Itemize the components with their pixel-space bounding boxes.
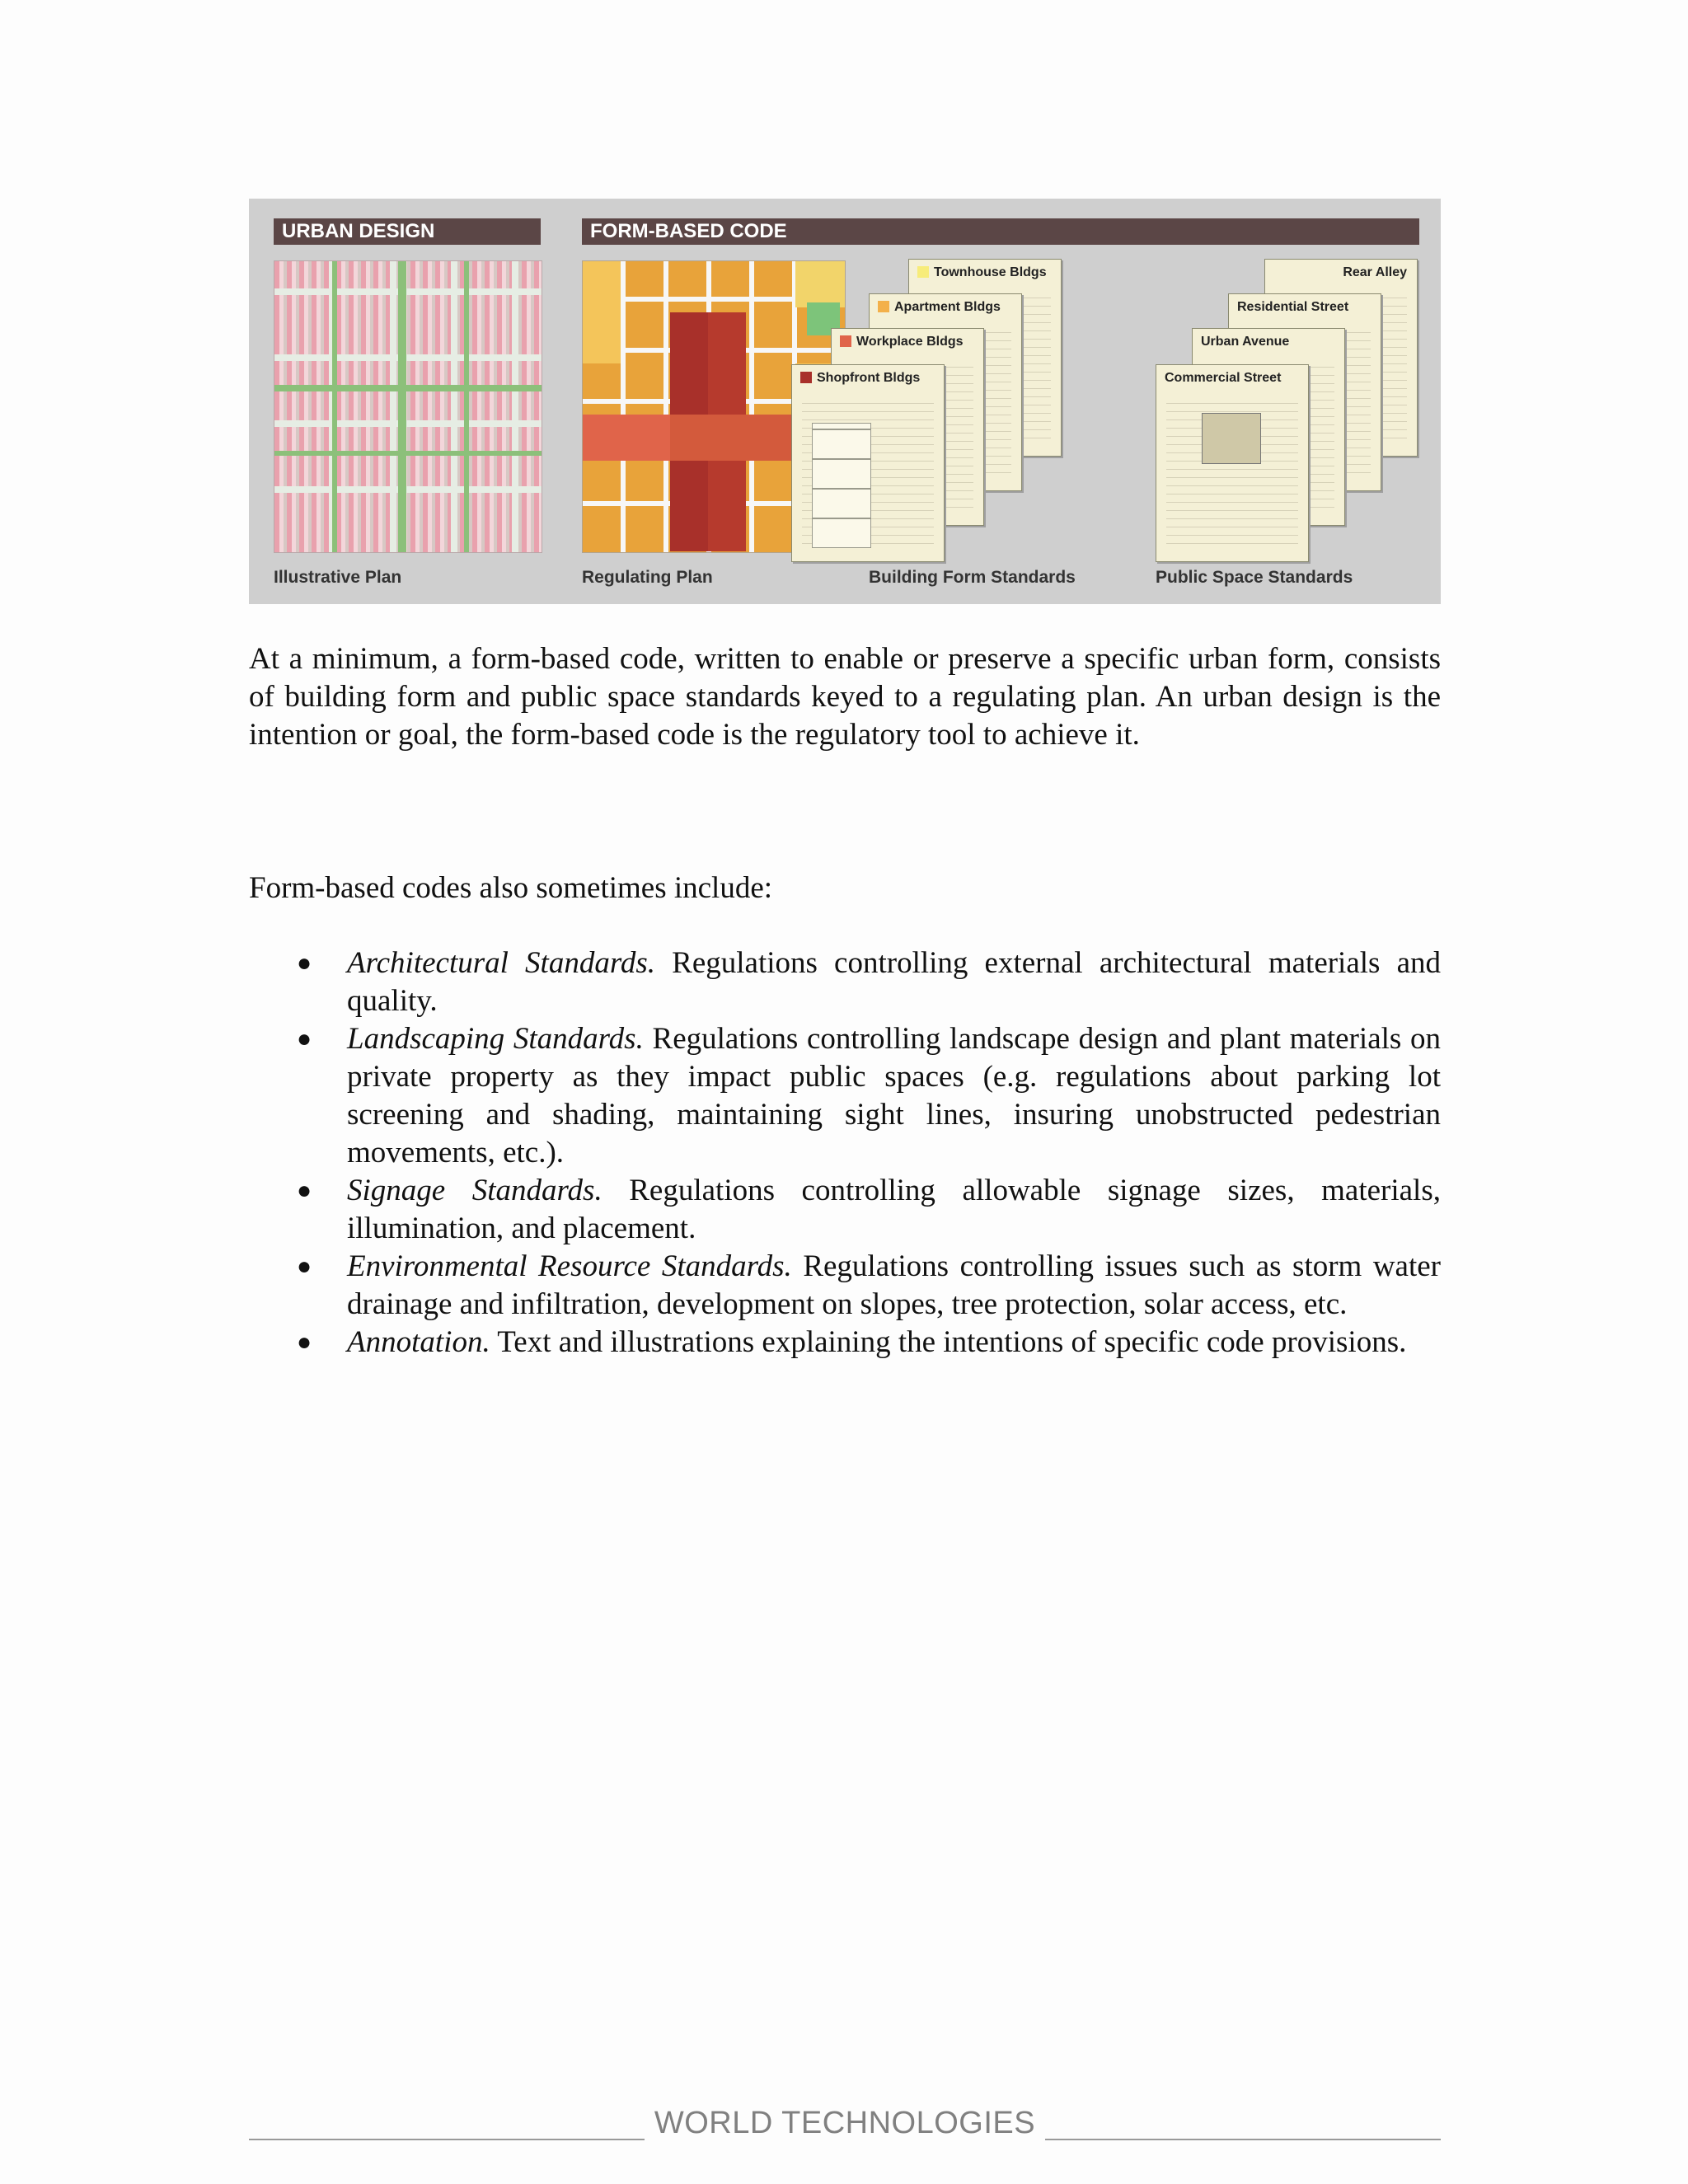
shopfront-swatch-icon — [800, 372, 812, 383]
list-item: ● Signage Standards. Regulations controlling allowable signage sizes, materials, illumination, and placement. — [297, 1174, 1441, 1245]
bullet-icon: ● — [297, 1025, 312, 1052]
list-item: ● Landscaping Standards. Regulations controlling landscape design and plant materials on private property as they impact public spaces (e.g. regulations about parking lot screening and shading, maintaining sight lines, insuring unobstructed pedestrian movements, etc.). — [297, 1022, 1441, 1169]
rear-alley-sheet: Rear Alley — [1264, 259, 1418, 457]
public-space-standards-caption: Public Space Standards — [1156, 568, 1353, 587]
apartment-bldgs-sheet: Apartment Bldgs — [869, 293, 1022, 491]
bullet-icon: ● — [297, 1177, 312, 1204]
workplace-swatch-icon — [840, 335, 851, 347]
list-item: ● Annotation. Text and illustrations explaining the intentions of specific code provisions. — [249, 1324, 1441, 1361]
shopfront-bldgs-sheet: Shopfront Bldgs — [791, 364, 945, 562]
urban-avenue-sheet: Urban Avenue — [1192, 328, 1345, 526]
bullet-icon: ● — [297, 1253, 312, 1280]
bullet-icon: ● — [297, 949, 312, 977]
intro-paragraph: At a minimum, a form-based code, written to enable or preserve a specific urban form, consists of building form and public space standards keyed to a regulating plan. An urban design is the intention or goal, the form-based code is the regulatory tool to achieve it. — [249, 642, 1441, 752]
urban-design-header: URBAN DESIGN — [274, 218, 541, 245]
footer-rule-right — [1045, 2139, 1441, 2140]
footer-text: WORLD TECHNOLOGIES — [654, 2106, 1036, 2140]
residential-street-sheet: Residential Street — [1228, 293, 1381, 491]
building-form-standards-caption: Building Form Standards — [869, 568, 1076, 587]
commercial-street-sheet: Commercial Street — [1156, 364, 1309, 562]
illustrative-plan-caption: Illustrative Plan — [274, 568, 402, 587]
page-footer — [249, 2106, 1441, 2142]
list-item: ● Environmental Resource Standards. Regulations controlling issues such as storm water drainage and infiltration, development on slopes, tree protection, solar access, etc. — [297, 1249, 1441, 1321]
townhouse-swatch-icon — [917, 266, 929, 278]
regulating-plan-caption: Regulating Plan — [582, 568, 713, 587]
form-based-code-figure — [249, 199, 1441, 604]
list-item: ● Architectural Standards. Regulations controlling external architectural materials and quality. — [297, 946, 1441, 1018]
illustrative-plan-map — [274, 260, 542, 553]
townhouse-bldgs-sheet: Townhouse Bldgs — [908, 259, 1062, 457]
footer-rule-left — [249, 2139, 645, 2140]
standards-list — [249, 944, 1441, 1361]
form-based-code-header: FORM-BASED CODE — [582, 218, 1419, 245]
workplace-bldgs-sheet: Workplace Bldgs — [831, 328, 984, 526]
bullet-icon: ● — [297, 1329, 312, 1356]
apartment-swatch-icon — [878, 301, 889, 312]
list-intro-paragraph: Form-based codes also sometimes include: — [249, 871, 773, 905]
